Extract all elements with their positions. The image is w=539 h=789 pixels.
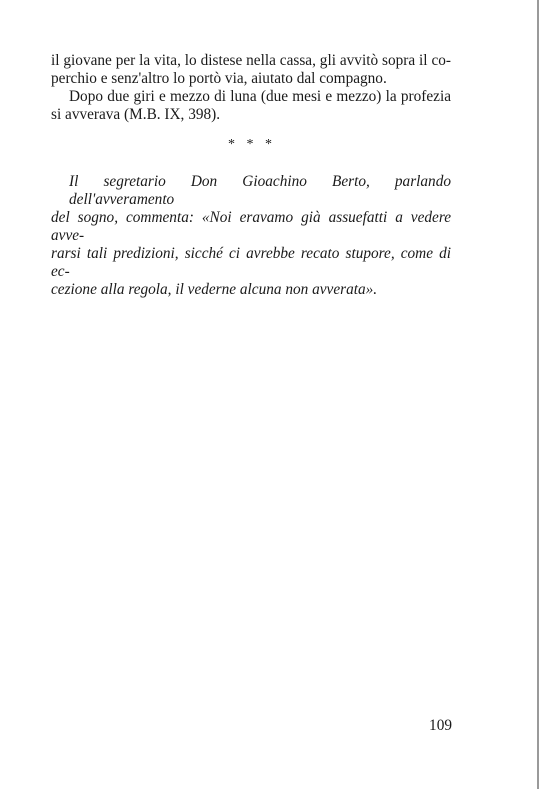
text-line: rarsi tali predizioni, sicché ci avrebbe recato stupore, come di ec- — [51, 245, 451, 280]
text-line: cezione alla regola, il vederne alcuna non avverata». — [51, 281, 378, 298]
section-separator: * * * — [228, 137, 274, 152]
text-line: perchio e senz'altro lo portò via, aiutato dal compagno. — [51, 70, 387, 87]
text-line: si avverava (M.B. IX, 398). — [51, 106, 221, 123]
text-line: il giovane per la vita, lo distese nella cassa, gli avvitò sopra il co- — [51, 52, 451, 69]
paragraph-continuation — [51, 52, 451, 88]
paragraph-commentary — [51, 173, 451, 299]
text-line: del sogno, commenta: «Noi eravamo già assuefatti a vedere avve- — [51, 209, 451, 244]
paragraph-prophecy — [51, 88, 451, 124]
text-line: Il segretario Don Gioachino Berto, parlando dell'avveramento — [69, 173, 451, 208]
text-line: Dopo due giri e mezzo di luna (due mesi e mezzo) la profezia — [69, 88, 451, 105]
page-number: 109 — [429, 717, 452, 734]
